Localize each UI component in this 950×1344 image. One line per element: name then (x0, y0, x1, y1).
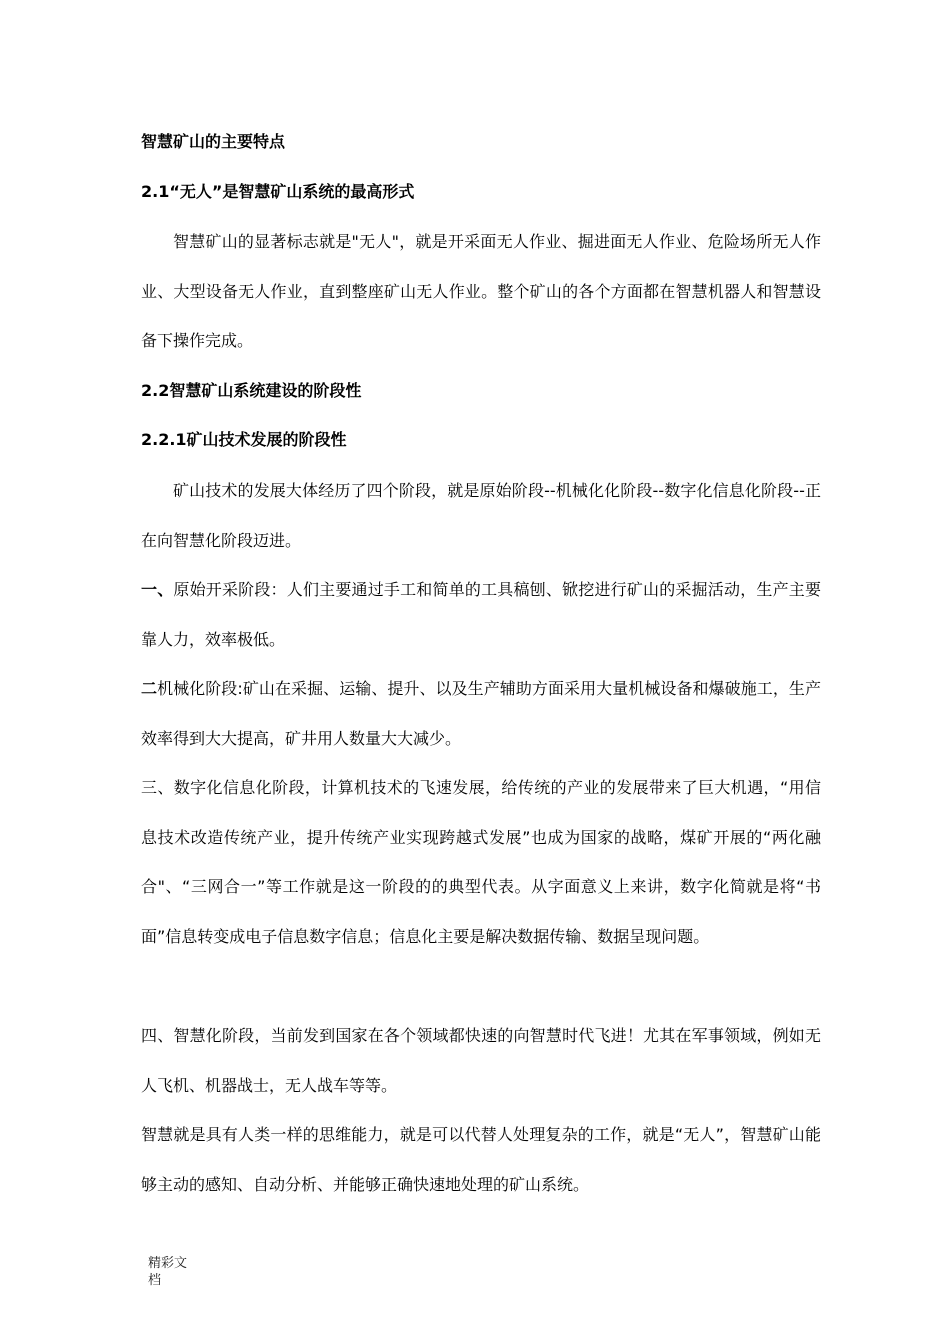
section-2-1-paragraph: 智慧矿山的显著标志就是"无人"，就是开采面无人作业、掘进面无人作业、危险场所无人作业、大型设备无人作业，直到整座矿山无人作业。整个矿山的各个方面都在智慧机器人和智慧设备下操作完成。 (141, 232, 821, 350)
stage-2-text: 机械化阶段:矿山在采掘、运输、提升、以及生产辅助方面采用大量机械设备和爆破施工，生产效率得到大大提高，矿井用人数量大大减少。 (141, 679, 821, 748)
conclusion-paragraph: 智慧就是具有人类一样的思维能力，就是可以代替人处理复杂的工作，就是“无人”，智慧矿山能够主动的感知、自动分析、并能够正确快速地处理的矿山系统。 (141, 1125, 821, 1194)
stage-1-label: 一、 (141, 580, 174, 599)
stage-4-paragraph: 四、智慧化阶段，当前发到国家在各个领域都快速的向智慧时代飞进！尤其在军事领域，例如无人飞机、机器战士，无人战车等等。 (141, 1026, 821, 1095)
footer-label: 精彩文档 (148, 1256, 188, 1288)
section-2-2-heading: 2.2智慧矿山系统建设的阶段性 (141, 381, 362, 400)
stage-2-paragraph (141, 664, 821, 763)
stage-3-paragraph: 三、数字化信息化阶段，计算机技术的飞速发展，给传统的产业的发展带来了巨大机遇，“用信息技术改造传统产业，提升传统产业实现跨越式发展”也成为国家的战略，煤矿开展的“两化融合"、“三网合一”等工作就是这一阶段的的典型代表。从字面意义上来讲，数字化简就是将“书面”信息转变成电子信息数字信息；信息化主要是解决数据传输、数据呈现问题。 (141, 778, 821, 946)
section-2-1-heading: 2.1“无人”是智慧矿山系统的最高形式 (141, 182, 415, 201)
stage-1-paragraph (141, 565, 821, 664)
document-title: 智慧矿山的主要特点 (141, 132, 286, 151)
stage-1-text: 原始开采阶段：人们主要通过手工和简单的工具稿刨、锨挖进行矿山的采掘活动，生产主要靠人力，效率极低。 (141, 580, 821, 649)
section-2-2-1-heading: 2.2.1矿山技术发展的阶段性 (141, 430, 347, 449)
stage-2-label: 二 (141, 679, 158, 698)
stages-intro-paragraph: 矿山技术的发展大体经历了四个阶段，就是原始阶段--机械化化阶段--数字化信息化阶段--正在向智慧化阶段迈进。 (141, 481, 821, 550)
